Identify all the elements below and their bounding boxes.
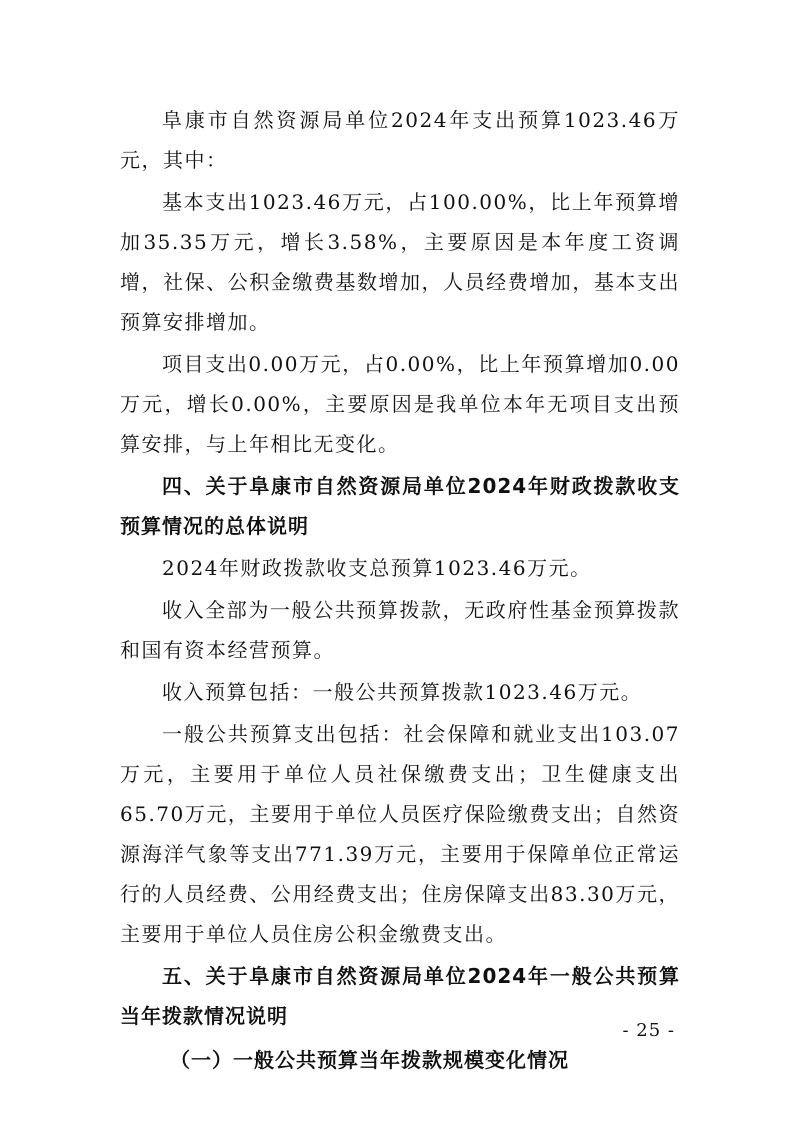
paragraph-public-expenditure: 一般公共预算支出包括：社会保障和就业支出103.07万元，主要用于单位人员社保缴费支出；卫生健康支出65.70万元，主要用于单位人员医疗保险缴费支出；自然资源海洋气象等支出771.39万元，主要用于保障单位正常运行的人员经费、公用经费支出；住房保障支出83.30万元，主要用于单位人员住房公积金缴费支出。 (120, 722, 680, 946)
document-body (120, 100, 680, 1080)
paragraph-project-expenditure: 项目支出0.00万元，占0.00%，比上年预算增加0.00万元，增长0.00%，主要原因是我单位本年无项目支出预算安排，与上年相比无变化。 (120, 352, 680, 456)
paragraph-budget-total: 阜康市自然资源局单位2024年支出预算1023.46万元，其中： (120, 108, 680, 172)
paragraph-fiscal-total: 2024年财政拨款收支总预算1023.46万元。 (162, 556, 592, 580)
subsection-heading-one: （一）一般公共预算当年拨款规模变化情况 (170, 1048, 569, 1072)
page-number: - 25 - (622, 1020, 675, 1041)
section-heading-five: 五、关于阜康市自然资源局单位2024年一般公共预算当年拨款情况说明 (120, 964, 680, 1028)
paragraph-income-composition: 收入全部为一般公共预算拨款，无政府性基金预算拨款和国有资本经营预算。 (120, 598, 680, 662)
paragraph-income-budget: 收入预算包括：一般公共预算拨款1023.46万元。 (162, 680, 643, 704)
section-heading-four: 四、关于阜康市自然资源局单位2024年财政拨款收支预算情况的总体说明 (120, 474, 680, 538)
paragraph-basic-expenditure: 基本支出1023.46万元，占100.00%，比上年预算增加35.35万元，增长3.58%，主要原因是本年度工资调增，社保、公积金缴费基数增加，人员经费增加，基本支出预算安排增加。 (120, 190, 680, 334)
